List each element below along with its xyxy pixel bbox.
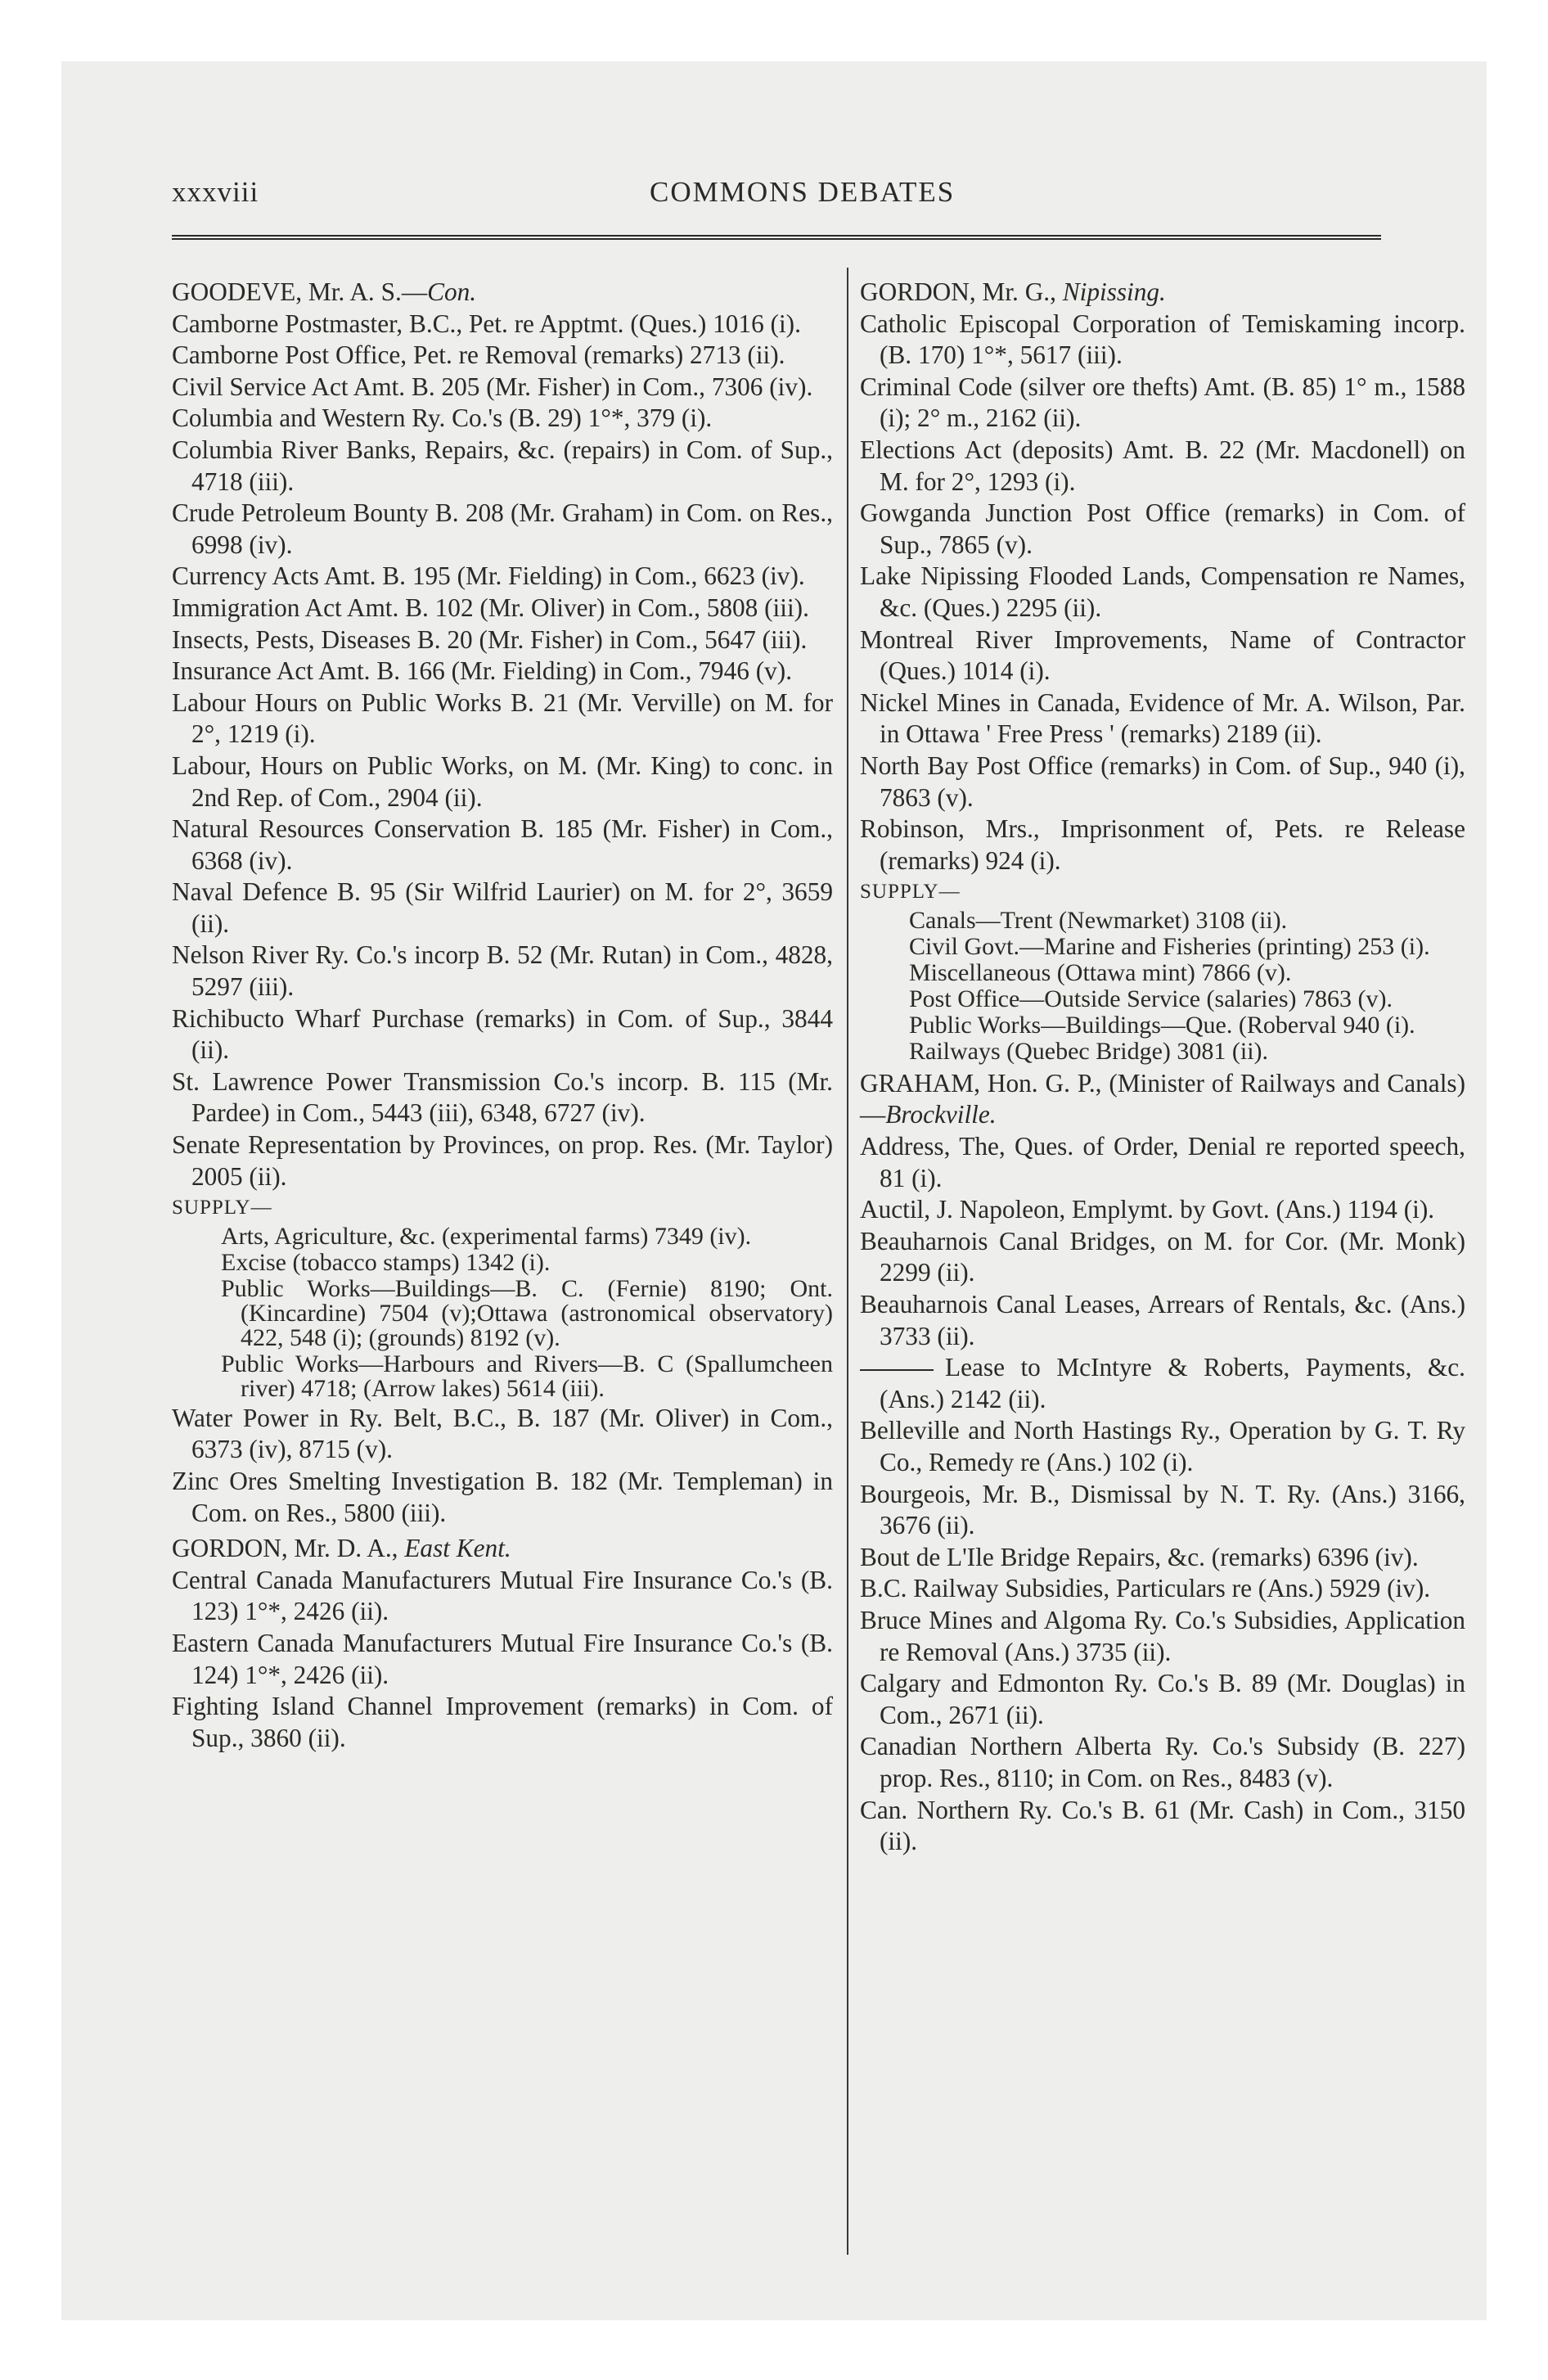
index-entry [860,1352,1465,1415]
member-name: GOODEVE, Mr. A. S. [172,277,402,306]
index-entry: Nelson River Ry. Co.'s incorp B. 52 (Mr. Rutan) in Com., 4828, 5297 (iii). [172,940,833,1002]
index-entry: Address, The, Ques. of Order, Denial re reported speech, 81 (i). [860,1132,1465,1192]
index-entry: Bout de L'Ile Bridge Repairs, &c. (remarks) 6396 (iv). [860,1542,1419,1571]
index-entry: Fighting Island Channel Improvement (remarks) in Com. of Sup., 3860 (ii). [172,1692,833,1752]
header-double-rule [172,235,1381,240]
entry-text: Lease to McIntyre & Roberts, Payments, &c. (Ans.) 2142 (ii). [880,1353,1465,1413]
ditto-dash [860,1369,934,1371]
member-heading: GRAHAM, Hon. G. P., (Minister of Railways and Canals)—Brockville. [860,1068,1465,1129]
index-entry: Naval Defence B. 95 (Sir Wilfrid Laurier) on M. for 2°, 3659 (ii). [172,877,833,938]
index-entry: Insects, Pests, Diseases B. 20 (Mr. Fisher) in Com., 5647 (iii). [172,624,808,654]
index-entry: Criminal Code (silver ore thefts) Amt. (B. 85) 1° m., 1588 (i); 2° m., 2162 (ii). [860,372,1465,433]
index-entry: Zinc Ores Smelting Investigation B. 182 (Mr. Templeman) in Com. on Res., 5800 (iii). [172,1467,833,1527]
constituency: East Kent. [404,1534,511,1563]
index-entry: Belleville and North Hastings Ry., Operation by G. T. Ry Co., Remedy re (Ans.) 102 (i). [860,1416,1465,1476]
supply-item: Arts, Agriculture, &c. (experimental farms) 7349 (iv). [221,1222,752,1250]
supply-heading: SUPPLY— [172,1197,272,1219]
member-heading: GOODEVE, Mr. A. S.—Con. [172,277,477,306]
index-entry: Robinson, Mrs., Imprisonment of, Pets. re Release (remarks) 924 (i). [860,814,1465,875]
index-entry: Nickel Mines in Canada, Evidence of Mr. A. Wilson, Par. in Ottawa ' Free Press ' (remarks) 2189 (ii). [860,687,1465,749]
index-entry: Camborne Postmaster, B.C., Pet. re Apptmt. (Ques.) 1016 (i). [172,309,801,338]
index-entry: Camborne Post Office, Pet. re Removal (remarks) 2713 (ii). [172,340,785,370]
index-entry: Columbia River Banks, Repairs, &c. (repairs) in Com. of Sup., 4718 (iii). [172,435,833,496]
member-heading [172,1533,833,1565]
index-entry: Beauharnois Canal Leases, Arrears of Rentals, &c. (Ans.) 3733 (ii). [860,1290,1465,1350]
page-sheet [61,61,1487,2320]
index-column-right [860,273,1465,1858]
constituency: Brockville. [885,1100,997,1129]
index-entry: Beauharnois Canal Bridges, on M. for Cor. (Mr. Monk) 2299 (ii). [860,1226,1465,1287]
index-entry: Bruce Mines and Algoma Ry. Co.'s Subsidies, Application re Removal (Ans.) 3735 (ii). [860,1605,1465,1666]
index-entry: Elections Act (deposits) Amt. B. 22 (Mr. Macdonell) on M. for 2°, 1293 (i). [860,435,1465,496]
index-entry: Richibucto Wharf Purchase (remarks) in Com. of Sup., 3844 (ii). [172,1003,833,1065]
index-column-left [172,273,833,1754]
column-divider [847,268,848,2255]
index-entry: B.C. Railway Subsidies, Particulars re (Ans.) 5929 (iv). [860,1574,1431,1603]
index-entry: Auctil, J. Napoleon, Emplymt. by Govt. (Ans.) 1194 (i). [860,1195,1435,1224]
index-entry: Natural Resources Conservation B. 185 (Mr. Fisher) in Com., 6368 (iv). [172,814,833,875]
index-entry: Immigration Act Amt. B. 102 (Mr. Oliver) in Com., 5808 (iii). [172,593,809,622]
member-heading [860,277,1465,309]
page-number: xxxviii [172,176,259,208]
index-entry: Gowganda Junction Post Office (remarks) in Com. of Sup., 7865 (v). [860,498,1465,559]
supply-item: Public Works—Buildings—Que. (Roberval 940 (i). [909,1011,1415,1039]
index-entry: Labour Hours on Public Works B. 21 (Mr. Verville) on M. for 2°, 1219 (i). [172,687,833,749]
index-entry: Senate Representation by Provinces, on prop. Res. (Mr. Taylor) 2005 (ii). [172,1130,833,1191]
index-entry: Crude Petroleum Bounty B. 208 (Mr. Graham) in Com. on Res., 6998 (iv). [172,498,833,559]
running-title: COMMONS DEBATES [650,176,956,208]
supply-item: Canals—Trent (Newmarket) 3108 (ii). [909,906,1288,934]
index-entry: Columbia and Western Ry. Co.'s (B. 29) 1°*, 379 (i). [172,403,713,433]
index-entry: Insurance Act Amt. B. 166 (Mr. Fielding) in Com., 7946 (v). [172,656,793,686]
index-entry: Lake Nipissing Flooded Lands, Compensation re Names, &c. (Ques.) 2295 (ii). [860,561,1465,622]
index-entry: St. Lawrence Power Transmission Co.'s incorp. B. 115 (Mr. Pardee) in Com., 5443 (iii), 6348, 6727 (iv). [172,1066,833,1128]
supply-item: Public Works—Buildings—B. C. (Fernie) 8190; Ont. (Kincardine) 7504 (v);Ottawa (astronomical observatory) 422, 548 (i); (grounds) 8192 (v). [221,1274,833,1351]
constituency: Nipissing. [1062,277,1166,306]
supply-item: Excise (tobacco stamps) 1342 (i). [221,1248,551,1276]
index-entry: Canadian Northern Alberta Ry. Co.'s Subsidy (B. 227) prop. Res., 8110; in Com. on Res., 8483 (v). [860,1732,1465,1792]
index-entry: Currency Acts Amt. B. 195 (Mr. Fielding) in Com., 6623 (iv). [172,561,805,591]
index-entry: North Bay Post Office (remarks) in Com. of Sup., 940 (i), 7863 (v). [860,751,1465,812]
index-entry: Central Canada Manufacturers Mutual Fire Insurance Co.'s (B. 123) 1°*, 2426 (ii). [172,1565,833,1626]
supply-item: Post Office—Outside Service (salaries) 7863 (v). [909,985,1393,1012]
index-entry: Water Power in Ry. Belt, B.C., B. 187 (Mr. Oliver) in Com., 6373 (iv), 8715 (v). [172,1403,833,1464]
constituency: Con. [427,277,477,306]
index-entry: Calgary and Edmonton Ry. Co.'s B. 89 (Mr. Douglas) in Com., 2671 (ii). [860,1669,1465,1729]
supply-item: Railways (Quebec Bridge) 3081 (ii). [909,1037,1269,1065]
member-name: GORDON, Mr. G., [860,277,1056,306]
member-name: GRAHAM, Hon. G. P., (Minister of Railways and Canals) [860,1068,1465,1098]
index-entry: Catholic Episcopal Corporation of Temiskaming incorp. (B. 170) 1°*, 5617 (iii). [860,309,1465,370]
index-entry: Bourgeois, Mr. B., Dismissal by N. T. Ry. (Ans.) 3166, 3676 (ii). [860,1479,1465,1540]
index-entry: Eastern Canada Manufacturers Mutual Fire Insurance Co.'s (B. 124) 1°*, 2426 (ii). [172,1628,833,1689]
supply-item: Miscellaneous (Ottawa mint) 7866 (v). [909,958,1292,986]
index-entry: Labour, Hours on Public Works, on M. (Mr. King) to conc. in 2nd Rep. of Com., 2904 (ii). [172,751,833,812]
supply-heading: SUPPLY— [860,881,961,904]
index-entry: Civil Service Act Amt. B. 205 (Mr. Fisher) in Com., 7306 (iv). [172,372,813,401]
member-name: GORDON, Mr. D. A., [172,1534,398,1563]
supply-item: Public Works—Harbours and Rivers—B. C (Spallumcheen river) 4718; (Arrow lakes) 5614 (iii). [221,1350,833,1402]
index-entry: Montreal River Improvements, Name of Contractor (Ques.) 1014 (i). [860,624,1465,686]
supply-item: Civil Govt.—Marine and Fisheries (printing) 253 (i). [909,932,1430,960]
index-entry: Can. Northern Ry. Co.'s B. 61 (Mr. Cash) in Com., 3150 (ii). [860,1795,1465,1856]
